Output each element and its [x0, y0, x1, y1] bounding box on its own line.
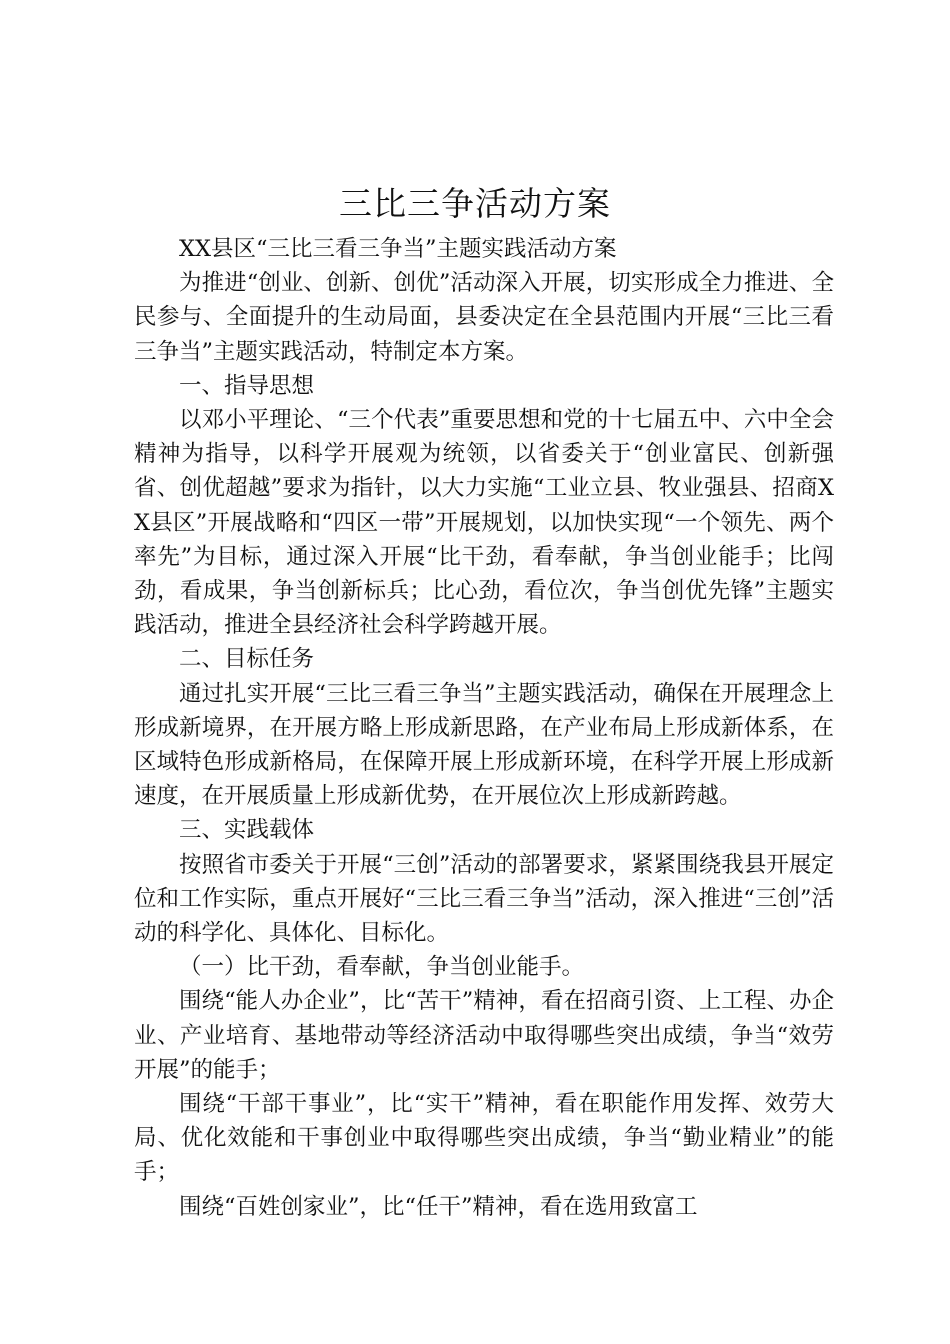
- document-body: [134, 232, 834, 1224]
- item-paragraph-cadres: 围绕“干部干事业”，比“实干”精神，看在职能作用发挥、效劳大局、优化效能和干事创业中取得哪些突出成绩，争当“勤业精业”的能手；: [134, 1091, 834, 1186]
- item-paragraph-enterprise: 围绕“能人办企业”，比“苦干”精神，看在招商引资、上工程、办企业、产业培育、基地带动等经济活动中取得哪些突出成绩，争当“效劳开展”的能手；: [134, 988, 834, 1083]
- section-heading-goals: 二、目标任务: [179, 646, 315, 673]
- guiding-thought-paragraph: 以邓小平理论、“三个代表”重要思想和党的十七届五中、六中全会精神为指导，以科学开展观为统领，以省委关于“创业富民、创新强省、创优超越”要求为指针，以大力实施“工业立县、牧业强县、招商XX县区”开展战略和“四区一带”开展规划，以加快实现“一个领先、两个率先”为目标，通过深入开展“比干劲，看奉献，争当创业能手；比闯劲，看成果，争当创新标兵；比心劲，看位次，争当创优先锋”主题实践活动，推进全县经济社会科学跨越开展。: [134, 407, 834, 639]
- subtitle-paragraph: XX县区“三比三看三争当”主题实践活动方案: [179, 236, 617, 262]
- intro-paragraph: 为推进“创业、创新、创优”活动深入开展，切实形成全力推进、全民参与、全面提升的生动局面，县委决定在全县范围内开展“三比三看三争当”主题实践活动，特制定本方案。: [134, 270, 834, 365]
- goals-paragraph: 通过扎实开展“三比三看三争当”主题实践活动，确保在开展理念上形成新境界，在开展方略上形成新思路，在产业布局上形成新体系，在区域特色形成新格局，在保障开展上形成新环境，在科学开展上形成新速度，在开展质量上形成新优势，在开展位次上形成新跨越。: [134, 680, 834, 810]
- practice-carrier-paragraph: 按照省市委关于开展“三创”活动的部署要求，紧紧围绕我县开展定位和工作实际，重点开展好“三比三看三争当”活动，深入推进“三创”活动的科学化、具体化、目标化。: [134, 851, 834, 947]
- item-paragraph-citizens: 围绕“百姓创家业”，比“任干”精神，看在选用致富工: [179, 1193, 698, 1220]
- section-heading-practice-carrier: 三、实践载体: [179, 817, 315, 844]
- subsection-heading-1: （一）比干劲，看奉献，争当创业能手。: [179, 954, 585, 981]
- document-title: 三比三争活动方案: [339, 184, 611, 223]
- section-heading-guiding-thought: 一、指导思想: [179, 372, 315, 399]
